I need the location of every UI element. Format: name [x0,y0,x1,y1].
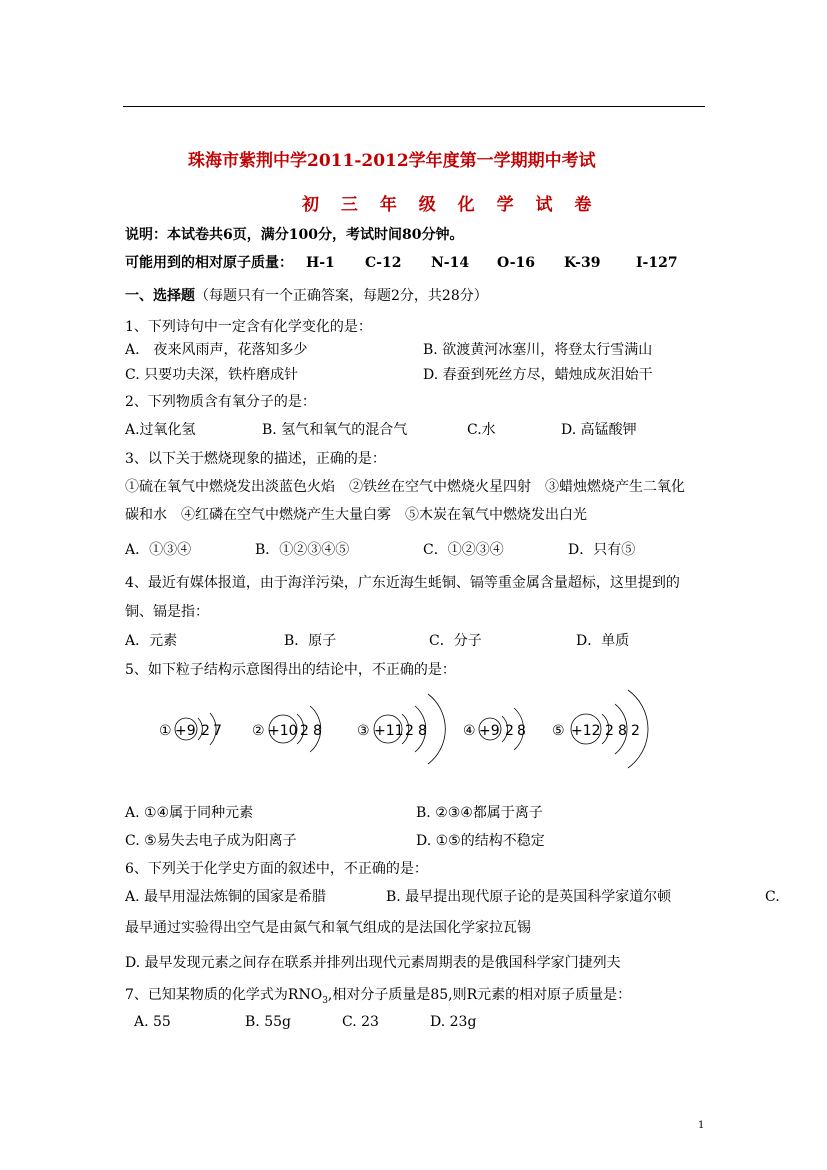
nucleus-charge: +10 [268,723,298,739]
nucleus-charge: +11 [374,723,404,739]
section-heading-desc: （每题只有一个正确答案，每题2分，共28分） [195,288,488,304]
nucleus-charge: +9 [479,723,500,739]
electron-count: 8 [618,723,627,739]
q5-option-d: D. ①⑤的结构不稳定 [416,833,545,849]
q3-option-a: A．①③④ [125,542,192,558]
electron-count: 2 [300,723,309,739]
q2-option-b: B. 氢气和氧气的混合气 [262,422,408,438]
q4-option-b: B．原子 [284,633,337,649]
q7-option-b: B. 55g [245,1014,291,1030]
q5-option-c: C. ⑤易失去电子成为阳离子 [125,833,297,849]
nucleus-charge: +9 [175,723,196,739]
section-heading [125,287,488,305]
page-number: 1 [698,1120,705,1131]
q6-option-b: B. 最早提出现代原子论的是英国科学家道尔顿 [386,889,672,905]
q6-stem: 6、下列关于化学史方面的叙述中，不正确的是： [125,861,428,877]
q4-option-a: A．元素 [125,633,178,649]
q5-option-b: B. ②③④都属于离子 [416,805,543,821]
atom-diagram-5 [552,690,648,768]
q2-option-a: A.过氧化氢 [125,422,196,438]
electron-count: 2 [405,723,414,739]
q7-stem [125,986,631,1010]
q6-option-c-label: C. [765,889,780,905]
q1-option-b: B. 欲渡黄河冰塞川，将登太行雪满山 [423,342,653,358]
section-heading-label: 一、选择题 [125,288,195,304]
atom-diagram-4 [463,708,526,750]
q7-option-c: C. 23 [342,1014,379,1030]
q2-stem: 2、下列物质含有氧分子的是： [125,394,316,410]
q2-option-d: D. 高锰酸钾 [561,422,637,438]
q3-option-c: C．①②③④ [423,542,504,558]
q7-option-a: A. 55 [134,1014,171,1030]
nucleus-charge: +12 [571,723,601,739]
q4-stem-line1: 4、最近有媒体报道，由于海洋污染，广东近海生蚝铜、镉等重金属含量超标，这里提到的 [125,575,680,591]
diagram-label: ④ [463,723,476,739]
q5-stem: 5、如下粒子结构示意图得出的结论中，不正确的是： [125,662,456,678]
atomic-mass-c: C-12 [365,255,402,271]
exam-subtitle: 初 三 年 级 化 学 试 卷 [302,195,600,215]
exam-note: 说明：本试卷共6页，满分100分，考试时间80分钟。 [125,227,464,243]
atomic-mass-o: O-16 [497,255,536,271]
electron-count: 2 [201,723,210,739]
diagram-label: ② [252,723,265,739]
electron-count: 8 [418,723,427,739]
q3-stem: 3、以下关于燃烧现象的描述，正确的是： [125,451,386,467]
q3-statements-line1: ①硫在氧气中燃烧发出淡蓝色火焰 ②铁丝在空气中燃烧火星四射 ③蜡烛燃烧产生二氧化 [125,479,685,495]
atomic-structure-diagrams [150,680,670,792]
atomic-mass-i: I-127 [636,255,678,271]
q6-option-c: 最早通过实验得出空气是由氮气和氧气组成的是法国化学家拉瓦锡 [125,920,531,936]
q4-option-d: D．单质 [576,633,630,649]
atom-diagram-1 [159,713,222,745]
q3-statements-line2: 碳和水 ④红磷在空气中燃烧产生大量白雾 ⑤木炭在氧气中燃烧发出白光 [125,507,587,523]
atomic-mass-n: N-14 [431,255,470,271]
electron-count: 8 [517,723,526,739]
q3-option-b: B．①②③④⑤ [255,542,350,558]
q4-option-c: C．分子 [429,633,482,649]
electron-count: 7 [213,723,222,739]
q1-stem: 1、下列诗句中一定含有化学变化的是： [125,319,372,335]
q7-option-d: D. 23g [430,1014,477,1030]
electron-count: 8 [313,723,322,739]
q6-option-a: A. 最早用湿法炼铜的国家是希腊 [125,889,327,905]
q7-stem-end: ,相对分子质量是85,则R元素的相对原子质量是： [327,987,632,1003]
atom-diagram-3 [357,694,445,764]
q1-option-a: A. 夜来风雨声，花落知多少 [125,342,308,358]
electron-count: 2 [605,723,614,739]
q4-stem-line2: 铜、镉是指： [125,604,209,620]
exam-title: 珠海市紫荆中学2011-2012学年度第一学期期中考试 [188,151,596,171]
q5-option-a: A. ①④属于同种元素 [125,805,254,821]
diagram-label: ⑤ [552,723,565,739]
q7-formula-subscript: 3 [322,995,328,1006]
q1-option-d: D. 春蚕到死丝方尽，蜡烛成灰泪始干 [423,367,653,383]
atomic-mass-h: H-1 [306,255,335,271]
electron-count: 2 [505,723,514,739]
q3-option-d: D．只有⑤ [568,542,636,558]
q6-option-d: D. 最早发现元素之间存在联系并排列出现代元素周期表的是俄国科学家门捷列夫 [125,955,621,971]
atom-diagram-2 [252,706,322,752]
atomic-mass-k: K-39 [564,255,601,271]
q7-stem-start: 7、已知某物质的化学式为RNO [125,987,323,1003]
atomic-masses-label: 可能用到的相对原子质量： [125,255,293,271]
header-rule [123,106,705,107]
q2-option-c: C.水 [467,422,496,438]
diagram-label: ① [159,723,172,739]
diagram-label: ③ [357,723,370,739]
q1-option-c: C. 只要功夫深，铁杵磨成针 [125,367,299,383]
electron-shell [428,694,445,764]
electron-count: 2 [631,723,640,739]
